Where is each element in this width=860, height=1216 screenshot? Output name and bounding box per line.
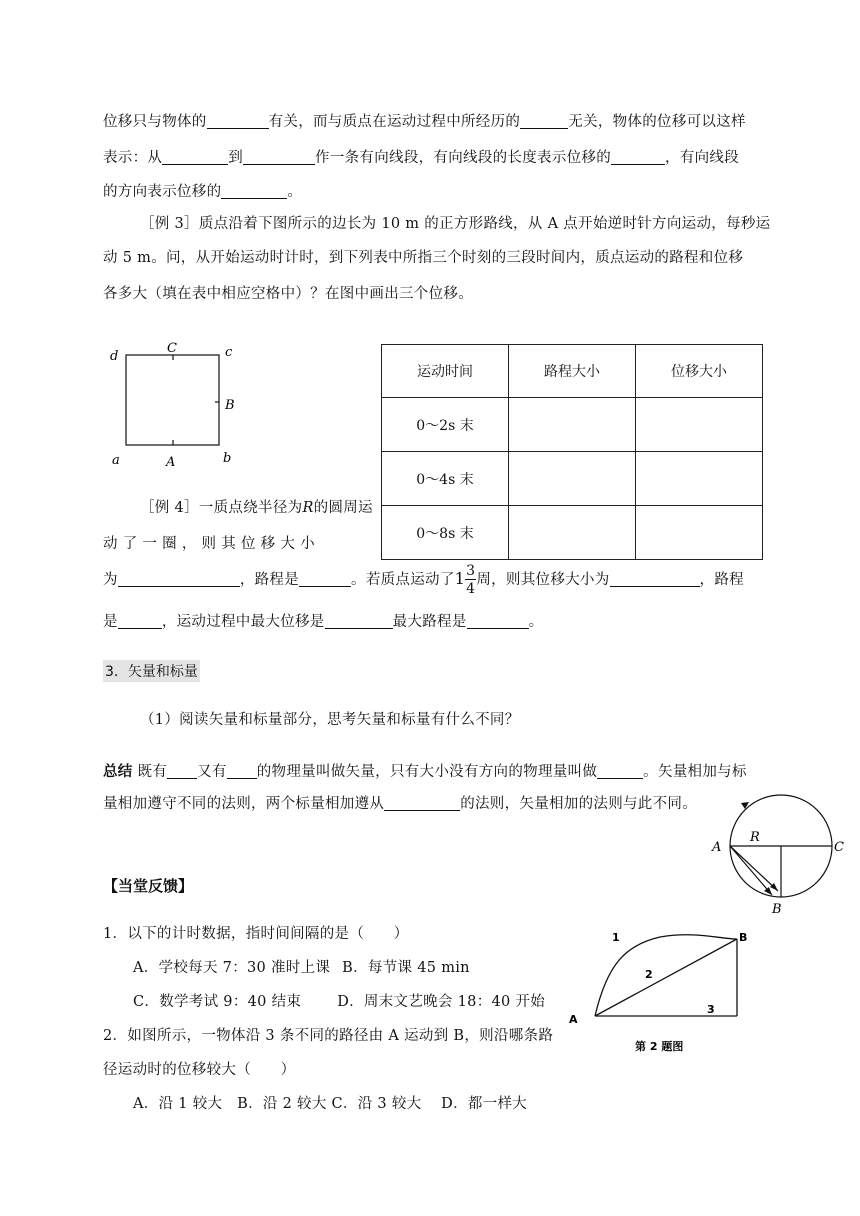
- label-R: R: [750, 830, 760, 845]
- path-label-B: B: [739, 931, 748, 944]
- example4-line4: 是 ，运动过程中最大位移是 最大路程是 。: [103, 614, 544, 630]
- example4-line1: ［例 4］一质点绕半径为R的圆周运: [140, 500, 373, 516]
- blank[interactable]: [167, 763, 197, 779]
- q1-options-row1: [133, 956, 470, 977]
- example4-line2: 动 了 一 圈 ， 则 其 位 移 大 小: [103, 536, 315, 552]
- blank[interactable]: [118, 571, 240, 587]
- blank[interactable]: [243, 149, 315, 165]
- blank[interactable]: [597, 763, 643, 779]
- label-a: a: [112, 453, 120, 468]
- blank[interactable]: [221, 183, 287, 199]
- example4-line3: 为 ，路程是 。若质点运动了1 $\frac{3}{4}$ 周，则其位移大小为 ，路程: [103, 563, 744, 597]
- q2-options[interactable]: A．沿 1 较大 B．沿 2 较大 C．沿 3 较大 D．都一样大: [133, 1096, 528, 1112]
- blank[interactable]: [467, 613, 529, 629]
- table-header: 运动时间: [382, 345, 509, 398]
- table-cell[interactable]: [636, 506, 763, 560]
- path-label-3: 3: [707, 1003, 715, 1016]
- path-label-1: 1: [612, 931, 620, 944]
- para1-line1: 位移只与物体的 有关，而与质点在运动过程中所经历的 无关，物体的位移可以这样: [103, 114, 746, 130]
- q1-option-b[interactable]: B．每节课 45 min: [342, 960, 470, 976]
- summary-line2: 量相加遵守不同的法则，两个标量相加遵从 的法则，矢量相加的法则与此不同。: [103, 796, 698, 812]
- table-cell[interactable]: [509, 398, 636, 452]
- square-path-diagram: [105, 338, 255, 468]
- path-label-2: 2: [645, 968, 653, 981]
- table-cell[interactable]: [509, 506, 636, 560]
- section-3-heading: 3．矢量和标量: [103, 660, 200, 682]
- blank[interactable]: [610, 571, 700, 587]
- para1-line2: 表示：从 到 作一条有向线段，有向线段的长度表示位移的 ，有向线段: [103, 150, 740, 166]
- feedback-heading: 【当堂反馈】: [103, 877, 194, 895]
- summary-label: 总结: [103, 764, 133, 780]
- table-cell: 0～8s 末: [382, 506, 509, 560]
- blank[interactable]: [162, 149, 228, 165]
- blank[interactable]: [384, 795, 460, 811]
- question-1: 1．以下的计时数据，指时间间隔的是（ ）: [103, 926, 409, 942]
- figure-caption: 第 2 题图: [635, 1040, 684, 1053]
- blank[interactable]: [611, 149, 665, 165]
- circle-diagram: [706, 787, 846, 917]
- blank[interactable]: [227, 763, 257, 779]
- table-cell[interactable]: [509, 452, 636, 506]
- motion-table: [381, 344, 763, 560]
- question-2-line2: 径运动时的位移较大（ ）: [103, 1062, 296, 1078]
- table-cell[interactable]: [636, 452, 763, 506]
- q1-options-row2: [133, 990, 545, 1011]
- label-c: c: [225, 345, 233, 360]
- path-figure: [565, 925, 765, 1065]
- table-cell: 0～2s 末: [382, 398, 509, 452]
- label-d: d: [110, 349, 119, 364]
- question-2-line1: 2．如图所示，一物体沿 3 条不同的路径由 A 运动到 B，则沿哪条路: [103, 1028, 554, 1044]
- table-row: [382, 398, 763, 452]
- label-A: A: [166, 455, 176, 470]
- example3-line2: 动 5 m。问，从开始运动时计时，到下列表中所指三个时刻的三段时间内，质点运动的路程和位移: [103, 250, 744, 266]
- label-B: B: [225, 398, 235, 413]
- table-header-row: [382, 345, 763, 398]
- label-b: b: [223, 451, 232, 466]
- q1-option-d[interactable]: D．周末文艺晚会 18：40 开始: [337, 994, 546, 1010]
- example3-line3: 各多大（填在表中相应空格中）？在图中画出三个位移。: [103, 286, 473, 302]
- mixed-fraction: 1 $\frac{3}{4}$: [454, 563, 476, 597]
- blank[interactable]: [299, 571, 351, 587]
- q1-option-c[interactable]: C．数学考试 9：40 结束: [133, 994, 302, 1010]
- label-A: A: [712, 840, 722, 855]
- blank[interactable]: [118, 613, 162, 629]
- blank[interactable]: [207, 113, 269, 129]
- para1-line3: 的方向表示位移的 。: [103, 184, 303, 200]
- table-cell[interactable]: [636, 398, 763, 452]
- summary-line1: 总结 既有 又有 的物理量叫做矢量，只有大小没有方向的物理量叫做 。矢量相加与标: [103, 764, 747, 780]
- table-row: [382, 452, 763, 506]
- table-row: [382, 506, 763, 560]
- path-label-A: A: [569, 1013, 578, 1026]
- q1-option-a[interactable]: A．学校每天 7：30 准时上课: [133, 960, 331, 976]
- section3-question: （1）阅读矢量和标量部分，思考矢量和标量有什么不同？: [140, 712, 520, 728]
- blank[interactable]: [520, 113, 568, 129]
- blank[interactable]: [325, 613, 393, 629]
- table-header: 位移大小: [636, 345, 763, 398]
- example3-line1: ［例 3］质点沿着下图所示的边长为 10 m 的正方形路线，从 A 点开始逆时针方向运动，每秒运: [140, 216, 771, 232]
- label-C: C: [834, 840, 844, 855]
- table-header: 路程大小: [509, 345, 636, 398]
- table-cell: 0～4s 末: [382, 452, 509, 506]
- label-B: B: [772, 902, 782, 917]
- label-C: C: [167, 341, 177, 356]
